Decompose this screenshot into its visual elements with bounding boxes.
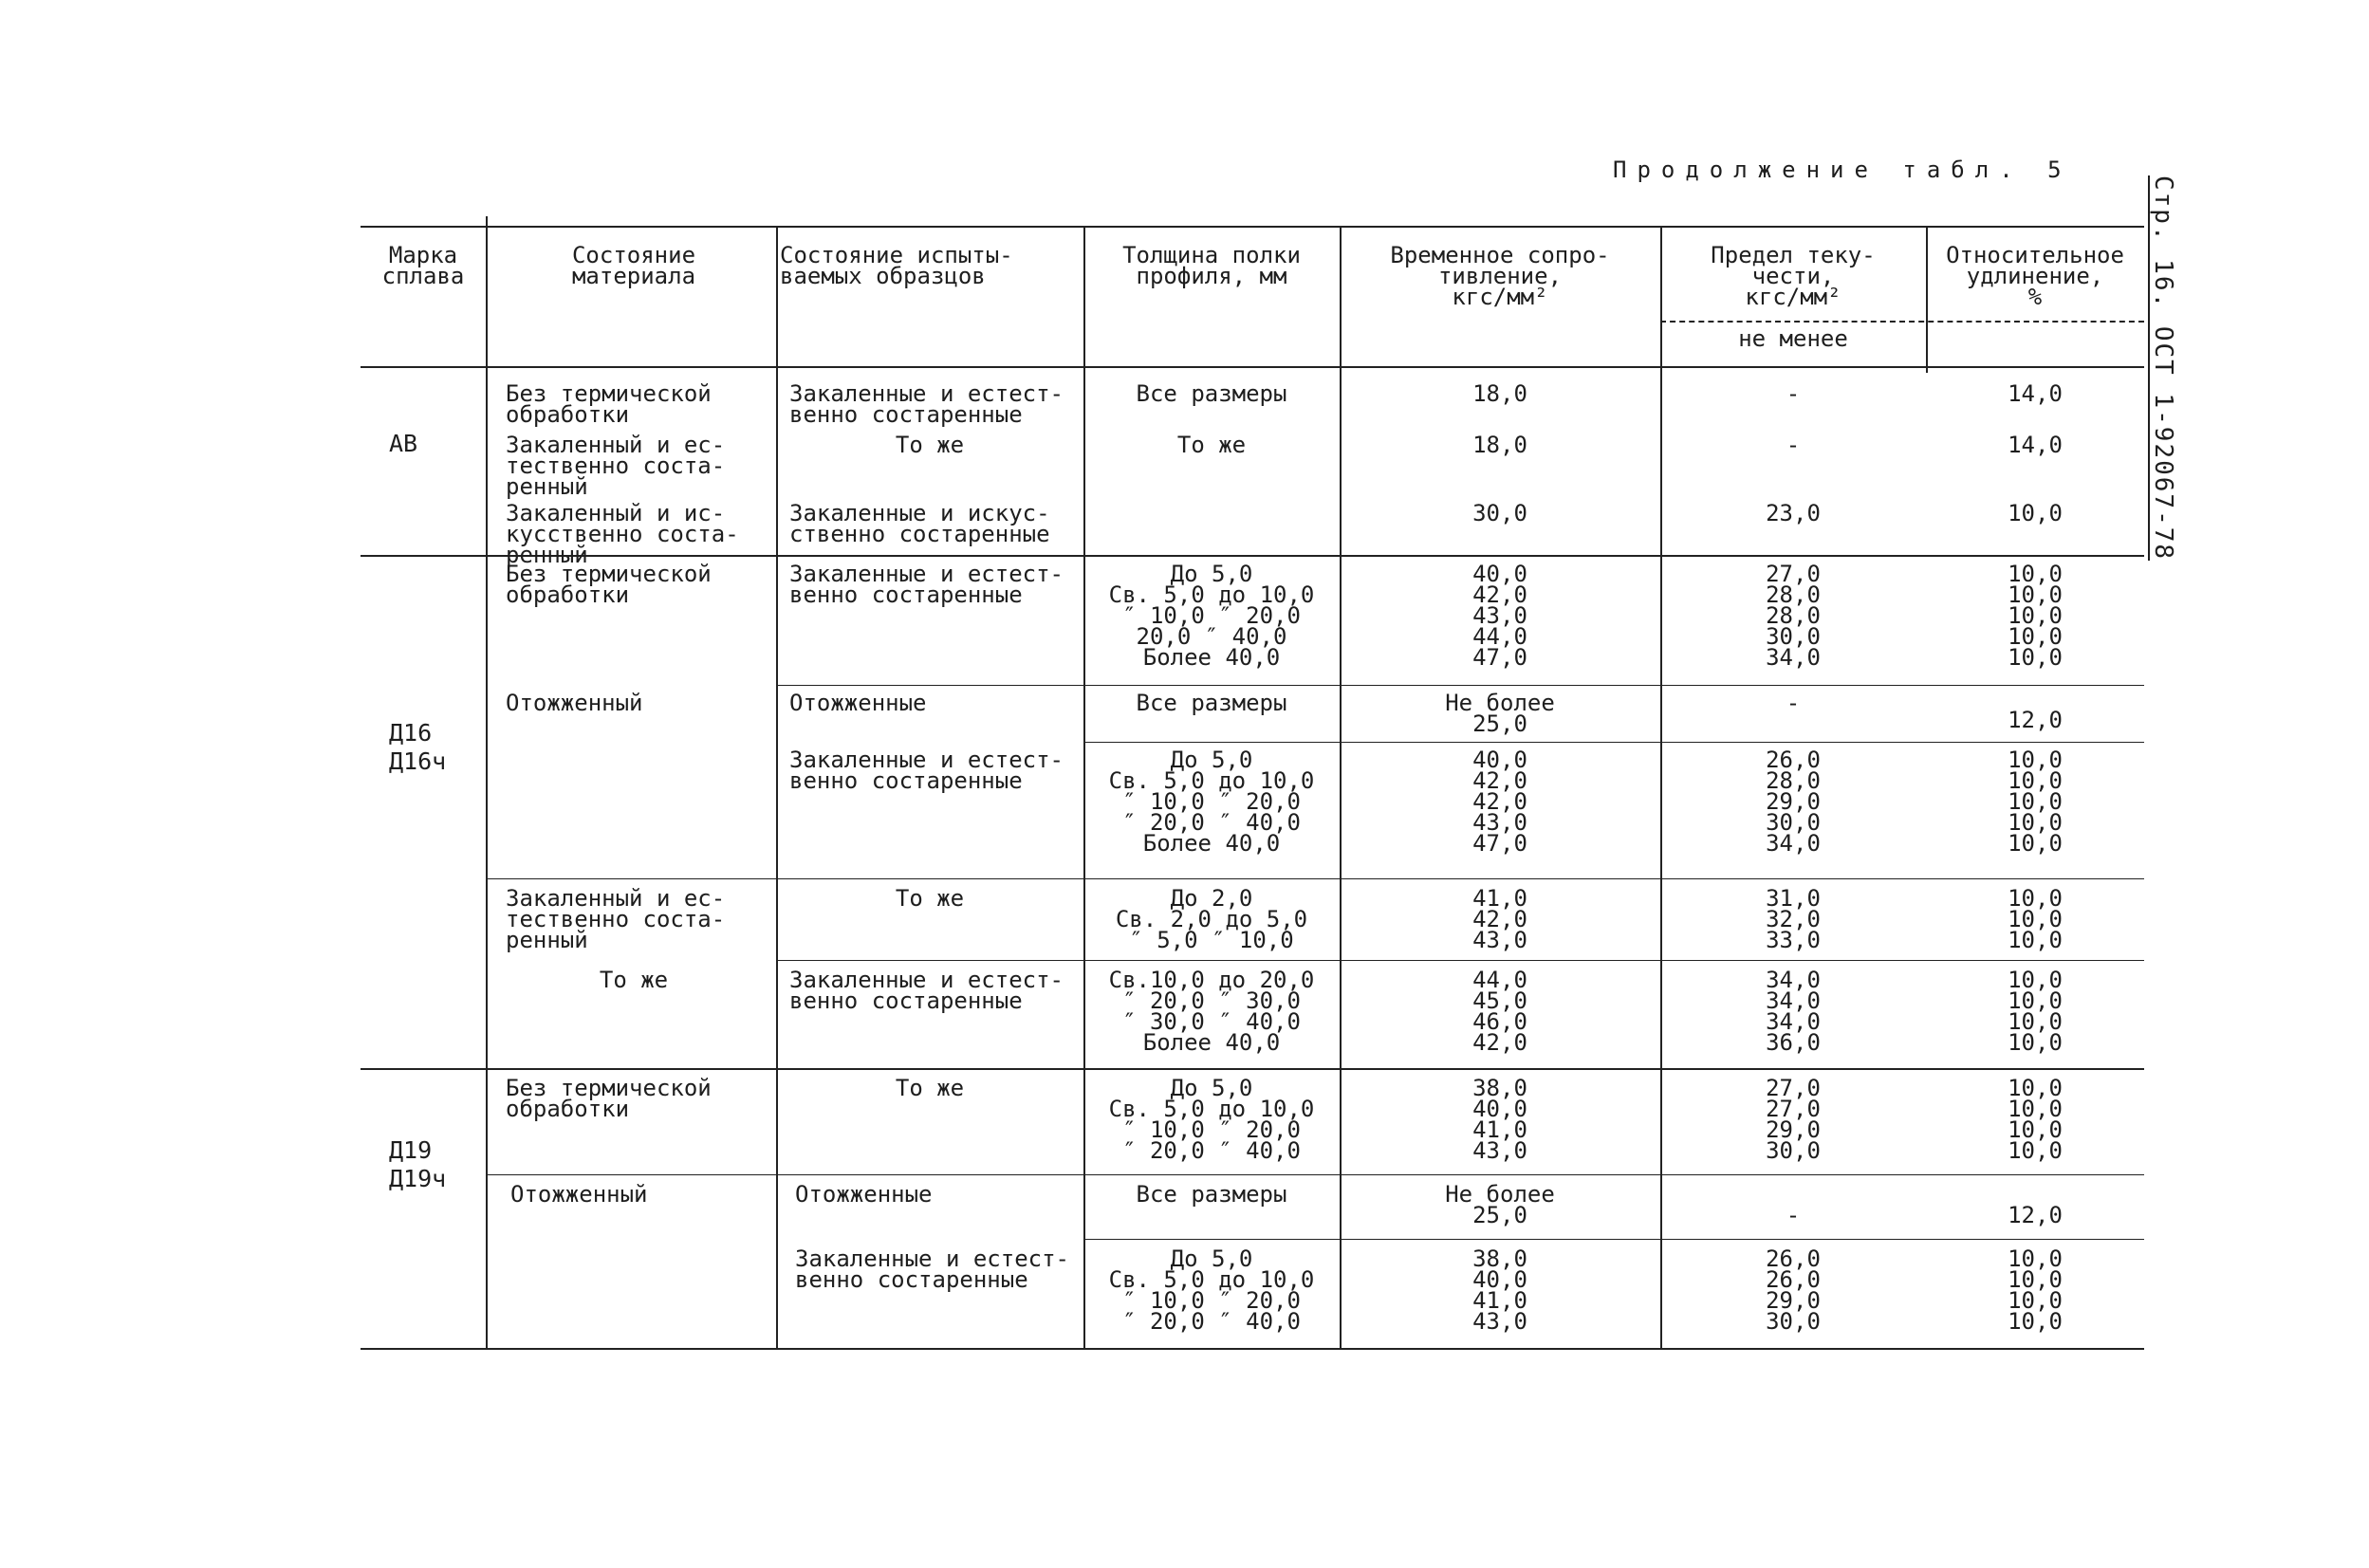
thickness: То же — [1176, 432, 1247, 458]
material-state: Без термической обработки — [506, 1075, 712, 1122]
row-rule — [486, 878, 2144, 879]
thickness: Все размеры — [1136, 690, 1287, 716]
header-specimen-state: Состояние испыты- ваемых образцов — [780, 242, 1013, 289]
elongation: 14,0 — [2008, 432, 2063, 458]
elongation: 12,0 — [2008, 1202, 2063, 1228]
grade-d19: Д19 Д19ч — [389, 1136, 447, 1192]
specimen-state: Закаленные и искус- ственно состаренные — [789, 500, 1050, 547]
specimen-state: Отожженные — [795, 1181, 933, 1208]
header-material-state: Состояние материала — [571, 242, 696, 289]
specimen-state: Закаленные и естест- венно состаренные — [789, 967, 1064, 1014]
material-state: Без термической обработки — [506, 561, 712, 608]
elongation: 10,0 10,0 10,0 10,0 10,0 — [2008, 747, 2063, 857]
properties-table — [361, 216, 2144, 1350]
row-rule — [776, 685, 2144, 686]
tensile-strength: 44,0 45,0 46,0 42,0 — [1472, 967, 1527, 1056]
yield-strength: - — [1786, 690, 1801, 716]
elongation: 10,0 10,0 10,0 — [2008, 885, 2063, 953]
specimen-state: Закаленные и естест- венно состаренные — [789, 380, 1064, 428]
elongation: 12,0 — [2008, 707, 2063, 733]
elongation: 10,0 10,0 10,0 10,0 — [2008, 967, 2063, 1056]
table-bottom-rule — [361, 1348, 2144, 1350]
header-top-rule — [361, 226, 2144, 228]
specimen-state: То же — [895, 885, 965, 912]
material-state: Отожженный — [506, 690, 643, 716]
material-state: Закаленный и ис- кусственно соста- ренный — [506, 500, 739, 568]
material-state: То же — [599, 967, 669, 993]
specimen-state: Отожженные — [789, 690, 927, 716]
tensile-strength: 18,0 — [1472, 380, 1527, 407]
thickness: Все размеры — [1136, 380, 1287, 407]
tensile-strength: Не более 25,0 — [1445, 1181, 1555, 1228]
elongation: 10,0 10,0 10,0 10,0 10,0 — [2008, 561, 2063, 671]
yield-strength: 26,0 28,0 29,0 30,0 34,0 — [1766, 747, 1821, 857]
elongation: 14,0 — [2008, 380, 2063, 407]
standard-page-reference: Стр. 16. ОСТ 1-92067-78 — [2149, 175, 2177, 562]
specimen-state: Закаленные и естест- венно состаренные — [789, 561, 1064, 608]
elongation: 10,0 10,0 10,0 10,0 — [2008, 1245, 2063, 1335]
tensile-strength: 30,0 — [1472, 500, 1527, 526]
header-yield: Предел теку- чести, кгс/мм² — [1711, 242, 1876, 310]
col-rule — [776, 226, 778, 1350]
specimen-state: Закаленные и естест- венно состаренные — [795, 1245, 1069, 1293]
elongation: 10,0 — [2008, 500, 2063, 526]
specimen-state: То же — [895, 1075, 965, 1101]
tensile-strength: 18,0 — [1472, 432, 1527, 458]
thickness: Все размеры — [1136, 1181, 1287, 1208]
row-rule — [486, 1174, 2144, 1175]
elongation: 10,0 10,0 10,0 10,0 — [2008, 1075, 2063, 1164]
tensile-strength: 40,0 42,0 43,0 44,0 47,0 — [1472, 561, 1527, 671]
tensile-strength: 40,0 42,0 42,0 43,0 47,0 — [1472, 747, 1527, 857]
yield-strength: 31,0 32,0 33,0 — [1766, 885, 1821, 953]
header-sub-rule — [1660, 321, 2144, 323]
yield-strength: 26,0 26,0 29,0 30,0 — [1766, 1245, 1821, 1335]
yield-strength: 27,0 27,0 29,0 30,0 — [1766, 1075, 1821, 1164]
grade-av: АВ — [389, 430, 418, 457]
material-state: Закаленный и ес- тественно соста- ренный — [506, 885, 726, 953]
material-state: Отожженный — [510, 1181, 648, 1208]
header-tensile: Временное сопро- тивление, кгс/мм² — [1390, 242, 1610, 310]
header-grade: Марка сплава — [381, 242, 465, 289]
tensile-strength: 38,0 40,0 41,0 43,0 — [1472, 1245, 1527, 1335]
thickness: До 5,0 Св. 5,0 до 10,0 ″ 10,0 ″ 20,0 ″ 20,0 ″ 40,0 Более 40,0 — [1108, 747, 1315, 857]
yield-strength: - — [1786, 432, 1801, 458]
tensile-strength: 38,0 40,0 41,0 43,0 — [1472, 1075, 1527, 1164]
tensile-strength: 41,0 42,0 43,0 — [1472, 885, 1527, 953]
header-thickness: Толщина полки профиля, мм — [1122, 242, 1301, 289]
material-state: Закаленный и ес- тественно соста- ренный — [506, 432, 726, 500]
thickness: До 5,0 Св. 5,0 до 10,0 ″ 10,0 ″ 20,0 ″ 20,0 ″ 40,0 — [1108, 1075, 1315, 1164]
thickness: До 2,0 Св. 2,0 до 5,0 ″ 5,0 ″ 10,0 — [1115, 885, 1308, 953]
specimen-state: Закаленные и естест- венно состаренные — [789, 747, 1064, 794]
row-rule — [1083, 742, 2144, 743]
yield-strength: 34,0 34,0 34,0 36,0 — [1766, 967, 1821, 1056]
grade-d16: Д16 Д16ч — [389, 719, 447, 775]
header-bottom-rule — [361, 366, 2144, 368]
thickness: Св.10,0 до 20,0 ″ 20,0 ″ 30,0 ″ 30,0 ″ 40,0 Более 40,0 — [1108, 967, 1315, 1056]
yield-strength: 27,0 28,0 28,0 30,0 34,0 — [1766, 561, 1821, 671]
header-not-less: не менее — [1738, 325, 1848, 352]
row-rule — [776, 960, 2144, 961]
thickness: До 5,0 Св. 5,0 до 10,0 ″ 10,0 ″ 20,0 20,0 ″ 40,0 Более 40,0 — [1108, 561, 1315, 671]
tensile-strength: Не более 25,0 — [1445, 690, 1555, 737]
specimen-state: То же — [895, 432, 965, 458]
thickness: До 5,0 Св. 5,0 до 10,0 ″ 10,0 ″ 20,0 ″ 20,0 ″ 40,0 — [1108, 1245, 1315, 1335]
continuation-header: Продолжение табл. 5 — [1613, 157, 2072, 183]
col-rule — [486, 216, 488, 1350]
group-rule — [361, 1068, 2144, 1070]
yield-strength: 23,0 — [1766, 500, 1821, 526]
row-rule — [1083, 1239, 2144, 1240]
material-state: Без термической обработки — [506, 380, 712, 428]
header-elongation: Относительное удлинение, % — [1946, 242, 2124, 310]
yield-strength: - — [1786, 380, 1801, 407]
yield-strength: - — [1786, 1202, 1801, 1228]
